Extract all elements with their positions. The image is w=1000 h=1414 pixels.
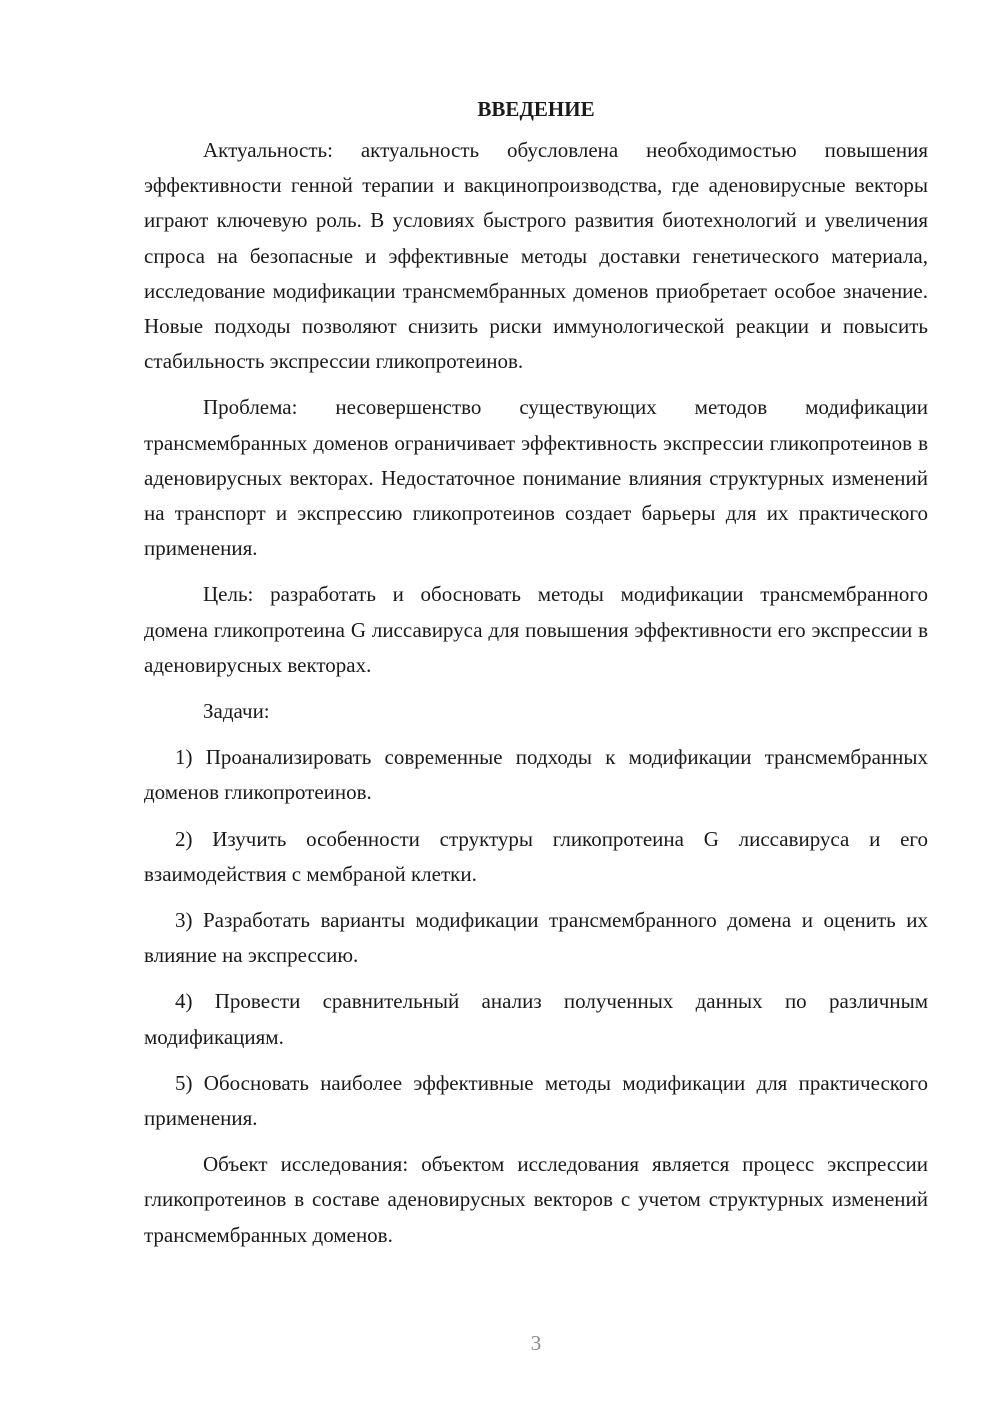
task-item: 3) Разработать варианты модификации трансмембранного домена и оценить их влияние на экспрессию. [144,908,928,968]
task-item: 2) Изучить особенности структуры гликопротеина G лиссавируса и его взаимодействия с мембраной клетки. [144,826,928,886]
section-title: ВВЕДЕНИЕ [477,97,595,121]
goal-paragraph: Цель: разработать и обосновать методы модификации трансмембранного домена гликопротеина G лиссавируса для повышения эффективности его экспрессии в аденовирусных векторах. [144,582,928,677]
page-number: 3 [530,1331,542,1355]
object-paragraph: Объект исследования: объектом исследования является процесс экспрессии гликопротеинов в составе аденовирусных векторов с учетом структурных изменений трансмембранных доменов. [144,1152,928,1247]
tasks-heading: Задачи: [203,699,270,724]
relevance-paragraph: Актуальность: актуальность обусловлена необходимостью повышения эффективности генной терапии и вакцинопроизводства, где аденовирусные векторы играют ключевую роль. В условиях быстрого развития биотехнологий и увеличения спроса на безопасные и эффективные методы доставки генетического материала, исследование модификации трансмембранных доменов приобретает особое значение. Новые подходы позволяют снизить риски иммунологической реакции и повысить стабильность экспрессии гликопротеинов. [144,138,928,374]
document-page [144,92,928,1264]
problem-paragraph: Проблема: несовершенство существующих методов модификации трансмембранных доменов ограничивает эффективность экспрессии гликопротеинов в аденовирусных векторах. Недостаточное понимание влияния структурных изменений на транспорт и экспрессию гликопротеинов создает барьеры для их практического применения. [144,395,928,561]
task-item: 1) Проанализировать современные подходы к модификации трансмембранных доменов гликопротеинов. [144,745,928,805]
task-item: 4) Провести сравнительный анализ полученных данных по различным модификациям. [144,989,928,1049]
task-item: 5) Обосновать наиболее эффективные методы модификации для практического применения. [144,1070,928,1131]
